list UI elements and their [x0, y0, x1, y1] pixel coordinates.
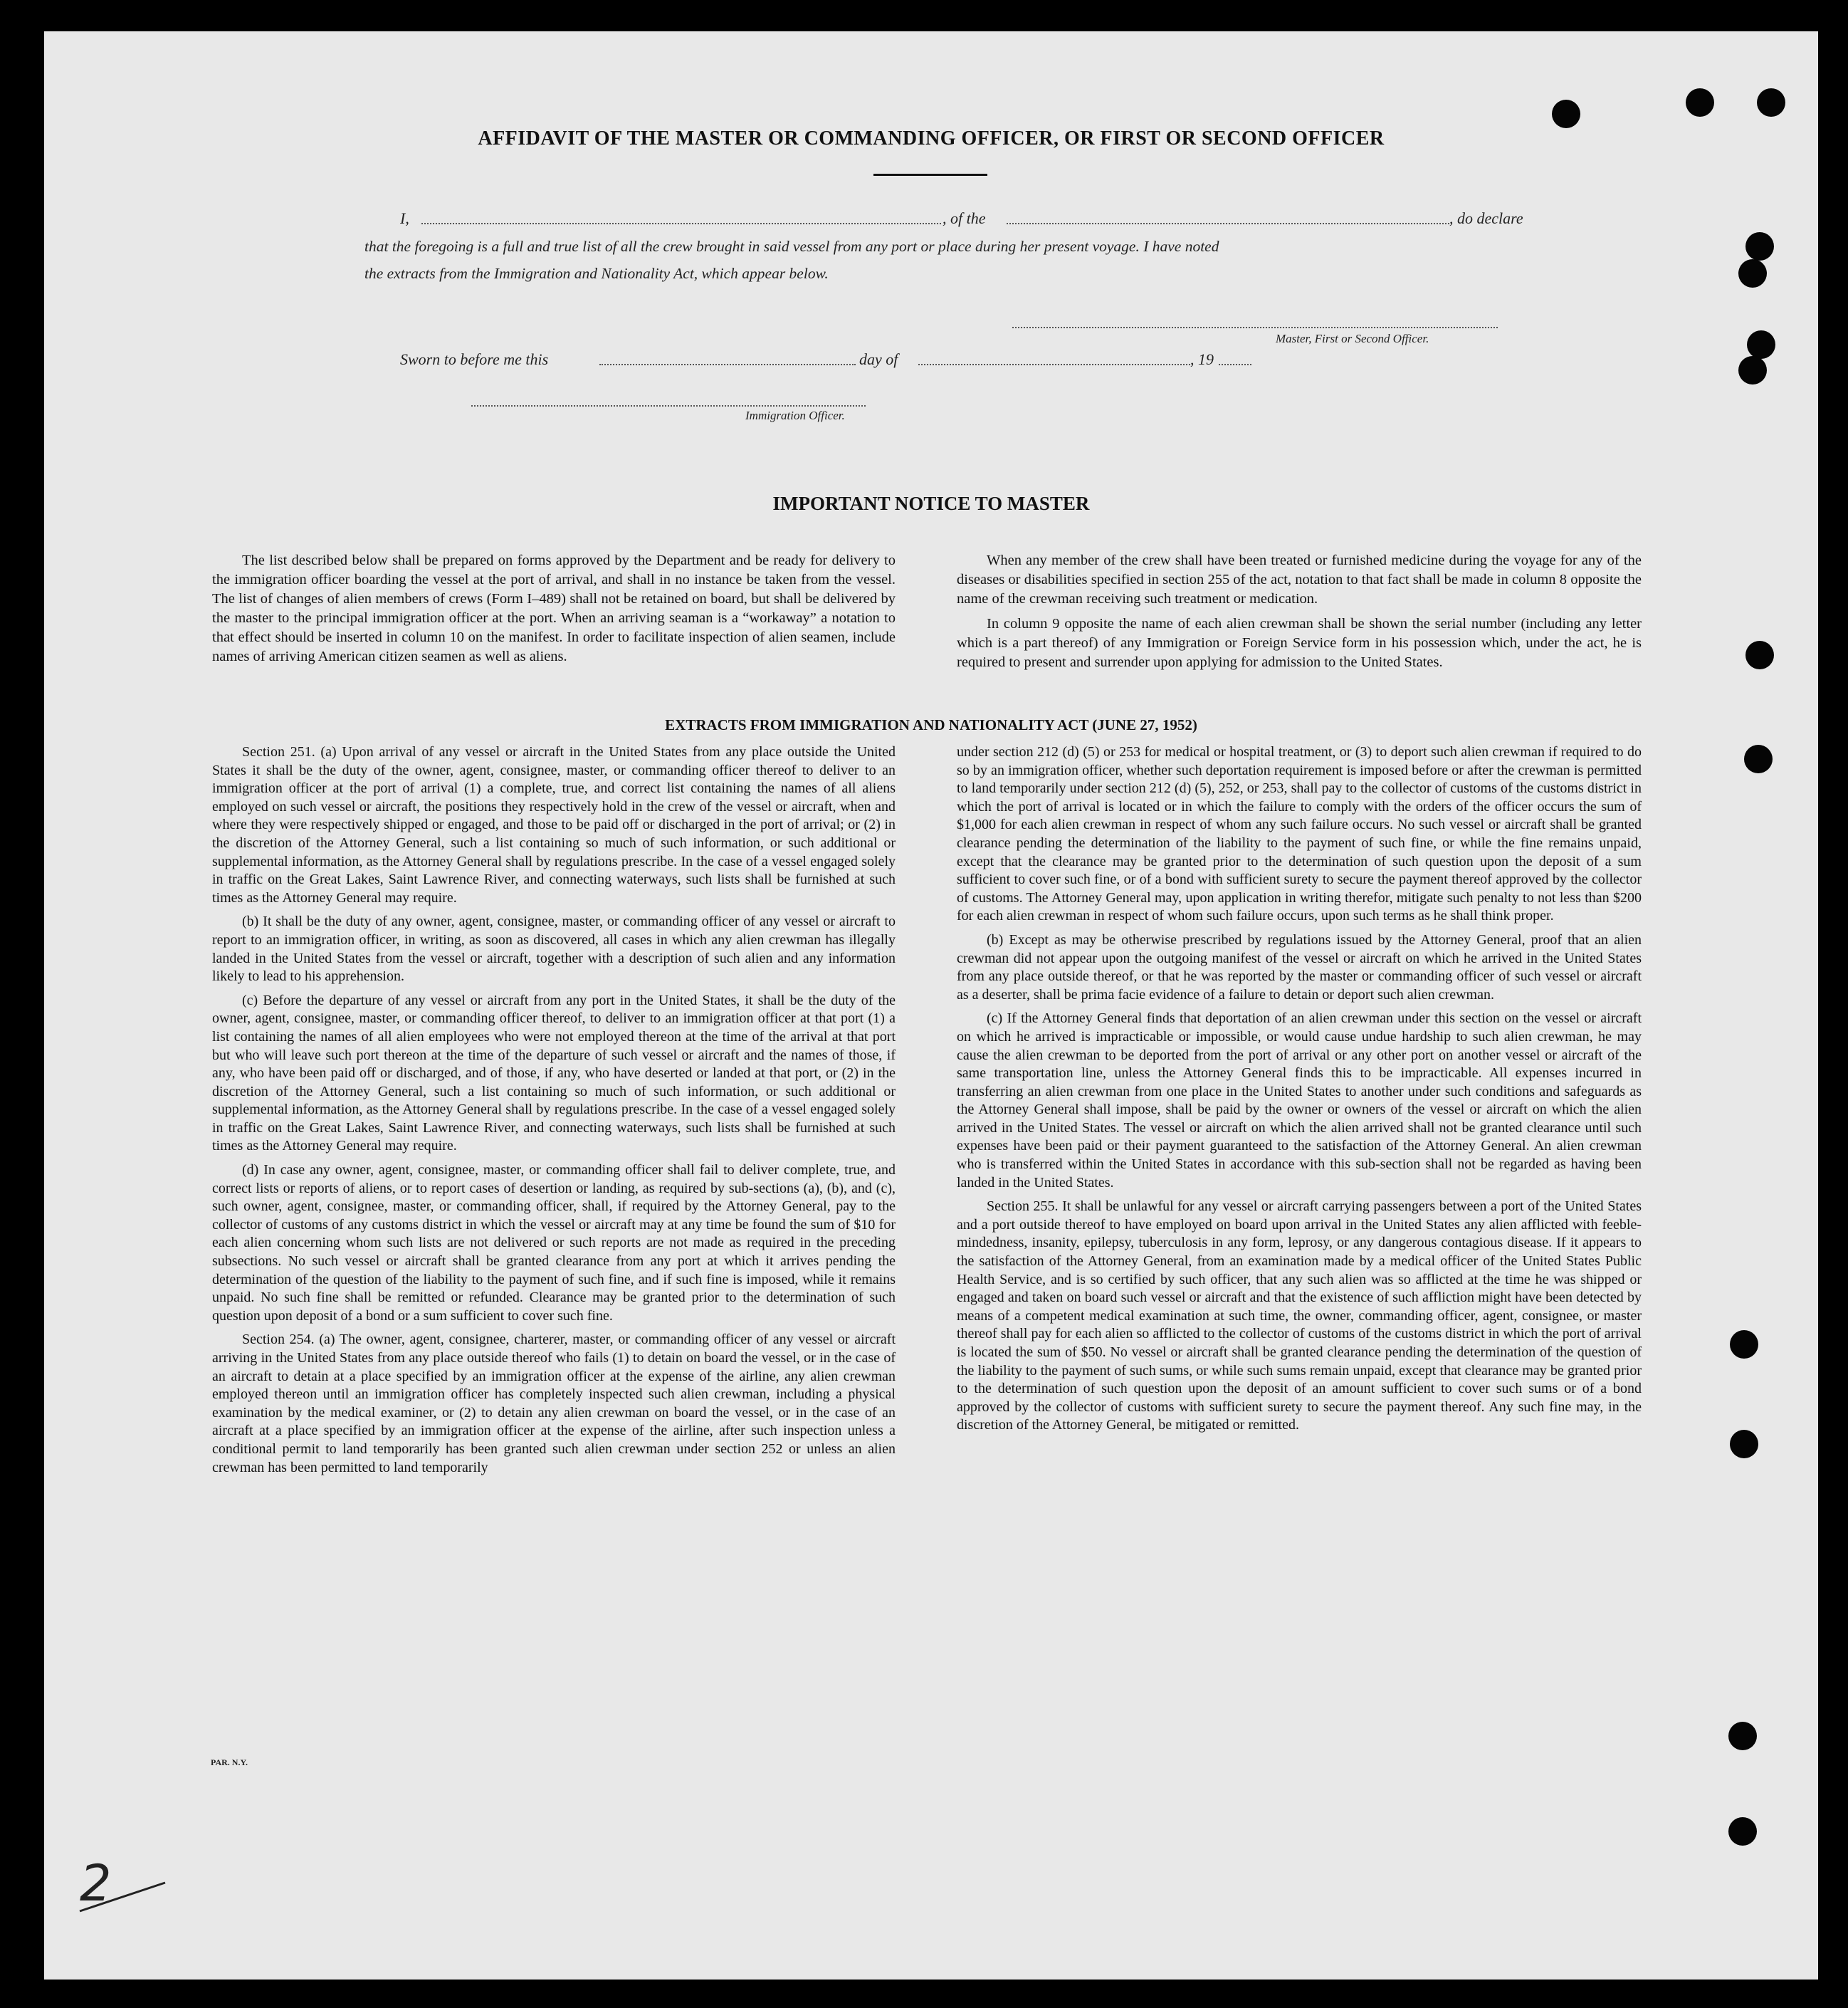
- document-page: [44, 31, 1818, 1980]
- punch-hole: [1730, 1430, 1758, 1458]
- declaration-line-2: that the foregoing is a full and true list of all the crew brought in said vessel from any port or place during her present voyage. I have noted: [364, 238, 1219, 255]
- notice-left-column: [212, 551, 896, 672]
- officer-signature-label: Immigration Officer.: [745, 409, 845, 422]
- printer-mark: PAR. N.Y.: [211, 1757, 248, 1767]
- officer-signature-line[interactable]: [471, 404, 866, 407]
- declaration-line-3: the extracts from the Immigration and Nationality Act, which appear below.: [364, 265, 829, 282]
- extract-paragraph: (b) Except as may be otherwise prescribed by regulations issued by the Attorney General, proof that an alien crewman did not appear upon the outgoing manifest of the vessel or aircraft on which he arrived in the United States from any place outside thereof, or that he was reported by the master or commanding officer of such vessel or aircraft as a deserter, shall be prima facie evidence of a failure to detain or deport such alien crewman.: [957, 931, 1642, 1003]
- extracts-right-column: [957, 743, 1642, 1440]
- vessel-name-field[interactable]: [1007, 222, 1449, 224]
- affidavit-title: AFFIDAVIT OF THE MASTER OR COMMANDING OFFICER, OR FIRST OR SECOND OFFICER: [478, 127, 1385, 150]
- sworn-year-field[interactable]: [1219, 363, 1251, 365]
- punch-hole: [1745, 232, 1774, 261]
- extract-paragraph: (c) Before the departure of any vessel or aircraft from any port in the United States, it shall be the duty of the owner, agent, consignee, master, or commanding officer thereof, to deliver to an immigration officer at that port (1) a list containing the names of all alien employees who were not employed thereon at the time of the arrival at that port but who will leave such port thereon at the time of the departure of such vessel or aircraft and the names of those, if any, who have been paid off or discharged, and of those, if any, who have deserted or landed at that port, or (2) in the discretion of the Attorney General, such a list containing so much of such information, or such additional or supplemental information, as the Attorney General shall by regulations prescribe. In the case of a vessel engaged solely in traffic on the Great Lakes, Saint Lawrence River, and connecting waterways, such lists shall be furnished at such times as the Attorney General may require.: [212, 992, 896, 1154]
- extracts-heading: EXTRACTS FROM IMMIGRATION AND NATIONALITY ACT (JUNE 27, 1952): [665, 716, 1197, 733]
- notice-left-paragraph: The list described below shall be prepared on forms approved by the Department and be ready for delivery to the immigration officer boarding the vessel at the port of arrival, and shall in no instance be taken from the vessel. The list of changes of alien members of crews (Form I–489) shall not be retained on board, but shall be delivered by the master to the principal immigration officer at the port. When an arriving seaman is a “workaway” a notation to that effect should be inserted in column 10 on the manifest. In order to facilitate inspection of alien seamen, include names of arriving American citizen seamen as well as aliens.: [212, 553, 896, 664]
- declare-suffix: , do declare: [1449, 209, 1523, 227]
- handwritten-mark: 2: [80, 1854, 112, 1913]
- extract-paragraph: (d) In case any owner, agent, consignee, master, or commanding officer shall fail to deliver complete, true, and correct lists or reports of aliens, or to report cases of desertion or landing, as required by sub-sections (a), (b), and (c), such owner, agent, consignee, master, or commanding officer, shall, if required by the Attorney General, pay to the collector of customs of any customs district in which the vessel or aircraft may at any time be found the sum of $10 for each alien concerning whom such lists are not delivered or such reports are not made as required in the preceding subsections. No such vessel or aircraft shall be granted clearance from any port at which it arrives pending the determination of the question of the liability to the payment of such fine, and if such fine is imposed, while it remains unpaid. No such fine shall be remitted or refunded. Clearance may be granted prior to the determination of such question upon deposit of a bond or a sum sufficient to cover such fine.: [212, 1162, 896, 1324]
- punch-hole: [1738, 356, 1767, 385]
- extract-paragraph: Section 251. (a) Upon arrival of any vessel or aircraft in the United States from any place outside the United States it shall be the duty of the owner, agent, consignee, master, or commanding officer thereof to deliver to an immigration officer at the port of arrival (1) a complete, true, and correct list containing the names of all aliens employed on such vessel or aircraft, the positions they respectively hold in the crew of the vessel or aircraft, when and where they were respectively shipped or engaged, and those to be paid off or discharged in the port of arrival; or (2) in the discretion of the Attorney General, such a list containing so much of such information, or such additional or supplemental information, as the Attorney General shall by regulations prescribe. In the case of a vessel engaged solely in traffic on the Great Lakes, Saint Lawrence River, and connecting waterways, such lists shall be furnished at such times as the Attorney General may require.: [212, 744, 896, 906]
- notice-right-column: [957, 551, 1642, 678]
- punch-hole: [1730, 1330, 1758, 1359]
- extract-paragraph: under section 212 (d) (5) or 253 for medical or hospital treatment, or (3) to deport such alien crewman if required to do so by an immigration officer, whether such deportation requirement is imposed before or after the crewman is permitted to land temporarily under section 212 (d) (5), 252, or 253, shall pay to the collector of customs of the customs district in which the port of arrival is located or in which the failure to comply with the orders of the officer occurs the sum of $1,000 for each alien crewman in respect of whom any such failure occurs. No such vessel or aircraft shall be granted clearance pending the determination of the liability to the payment of such fine, or while the fine remains unpaid, except that the clearance may be granted prior to the determination of such question upon the deposit of a sum sufficient to cover such fine, or of a bond with sufficient surety to secure the payment thereof approved by the collector of customs. The Attorney General may, upon application in writing therefor, mitigate such penalty to not less than $200 for each alien crewman in respect of whom such failure occurs, upon such terms as he shall think proper.: [957, 744, 1642, 924]
- handwritten-slash: [73, 1861, 172, 1925]
- declarant-prefix: I,: [400, 209, 409, 227]
- punch-hole: [1552, 100, 1580, 128]
- notice-right-paragraph-2: In column 9 opposite the name of each alien crewman shall be shown the serial number (including any letter which is a part thereof) of any Immigration or Foreign Service form in his possession which, under the act, he is required to present and surrender upon applying for admission to the United States.: [957, 616, 1642, 670]
- punch-hole: [1744, 745, 1773, 773]
- punch-hole: [1757, 88, 1785, 117]
- extract-paragraph: (b) It shall be the duty of any owner, agent, consignee, master, or commanding officer of any vessel or aircraft to report to an immigration officer, in writing, as soon as discovered, all cases in which any alien crewman has illegally landed in the United States from the vessel or aircraft, together with a description of such alien and any information likely to lead to his apprehension.: [212, 914, 896, 985]
- punch-hole: [1728, 1817, 1757, 1846]
- extracts-left-column: [212, 743, 896, 1483]
- sworn-year-label: , 19: [1190, 350, 1214, 368]
- master-signature-line[interactable]: [1012, 326, 1498, 328]
- title-rule: [873, 174, 987, 176]
- notice-right-paragraph-1: When any member of the crew shall have been treated or furnished medicine during the voyage for any of the diseases or disabilities specified in section 255 of the act, notation to that fact shall be made in column 8 opposite the name of the crewman receiving such treatment or medication.: [957, 553, 1642, 607]
- punch-hole: [1738, 259, 1767, 288]
- extract-paragraph: (c) If the Attorney General finds that deportation of an alien crewman under this section on the vessel or aircraft on which he arrived is impracticable or impossible, or would cause undue hardship to such alien crewman, he may cause the alien crewman to be deported from the port of arrival or any other port on another vessel or aircraft of the same transportation line, unless the Attorney General finds this to be impracticable. All expenses incurred in transferring an alien crewman from one place in the United States to another under such conditions and safeguards as the Attorney General shall impose, shall be paid by the owner or owners of the vessel or aircraft on which the alien arrived in the United States. The vessel or aircraft on which the alien arrived shall not be granted clearance until such expenses have been paid or their payment guaranteed to the satisfaction of the Attorney General. An alien crewman who is transferred within the United States in accordance with this sub-section shall not be regarded as having been landed in the United States.: [957, 1010, 1642, 1191]
- declarant-name-field[interactable]: [421, 222, 941, 224]
- sworn-day-label: day of: [859, 350, 898, 368]
- punch-hole: [1728, 1722, 1757, 1750]
- sworn-day-field[interactable]: [599, 363, 856, 365]
- punch-hole: [1745, 641, 1774, 669]
- punch-hole: [1747, 330, 1775, 359]
- sworn-month-field[interactable]: [918, 363, 1190, 365]
- extract-paragraph: Section 255. It shall be unlawful for any vessel or aircraft carrying passengers between a port of the United States and a port outside thereof to have employed on board upon arrival in the United States any alien afflicted with feeble-mindedness, insanity, epilepsy, tuberculosis in any form, leprosy, or any dangerous contagious disease. If it appears to the satisfaction of the Attorney General, from an examination made by a medical officer of the United States Public Health Service, and is so certified by such officer, that any such alien was so afflicted at the time he was shipped or engaged and taken on board such vessel or aircraft and that the existence of such affliction might have been detected by means of a competent medical examination at such time, the owner, commanding officer, agent, consignee, or master thereof shall pay for each alien so afflicted to the collector of customs of the customs district in which the port of arrival is located the sum of $50. No vessel or aircraft shall be granted clearance pending the determination of the question of the liability to the payment of such sums, or while such sums remain unpaid, except that clearance may be granted prior to the determination of such question upon the deposit of an amount sufficient to cover such sums or of a bond approved by the collector of customs with sufficient surety to secure the payment thereof. Any such fine may, in the discretion of the Attorney General, be mitigated or remitted.: [957, 1198, 1642, 1433]
- punch-hole: [1686, 88, 1714, 117]
- notice-heading: IMPORTANT NOTICE TO MASTER: [772, 493, 1090, 514]
- master-signature-label: Master, First or Second Officer.: [1276, 332, 1429, 345]
- extract-paragraph: Section 254. (a) The owner, agent, consignee, charterer, master, or commanding officer of any vessel or aircraft arriving in the United States from any place outside thereof who fails (1) to detain on board the vessel, or in the case of an aircraft to detain at a place specified by an immigration officer at the expense of the airline, any alien crewman employed thereon until an immigration officer has completely inspected such alien crewman, including a physical examination by the medical examiner, or (2) to detain any alien crewman on board the vessel, or in the case of an aircraft at a place specified by an immigration officer at the expense of the airline, after such inspection unless a conditional permit to land temporarily has been granted such alien crewman under section 252 or unless an alien crewman has been permitted to land temporarily: [212, 1332, 896, 1475]
- sworn-prefix: Sworn to before me this: [400, 350, 549, 368]
- vessel-prefix: , of the: [943, 209, 986, 227]
